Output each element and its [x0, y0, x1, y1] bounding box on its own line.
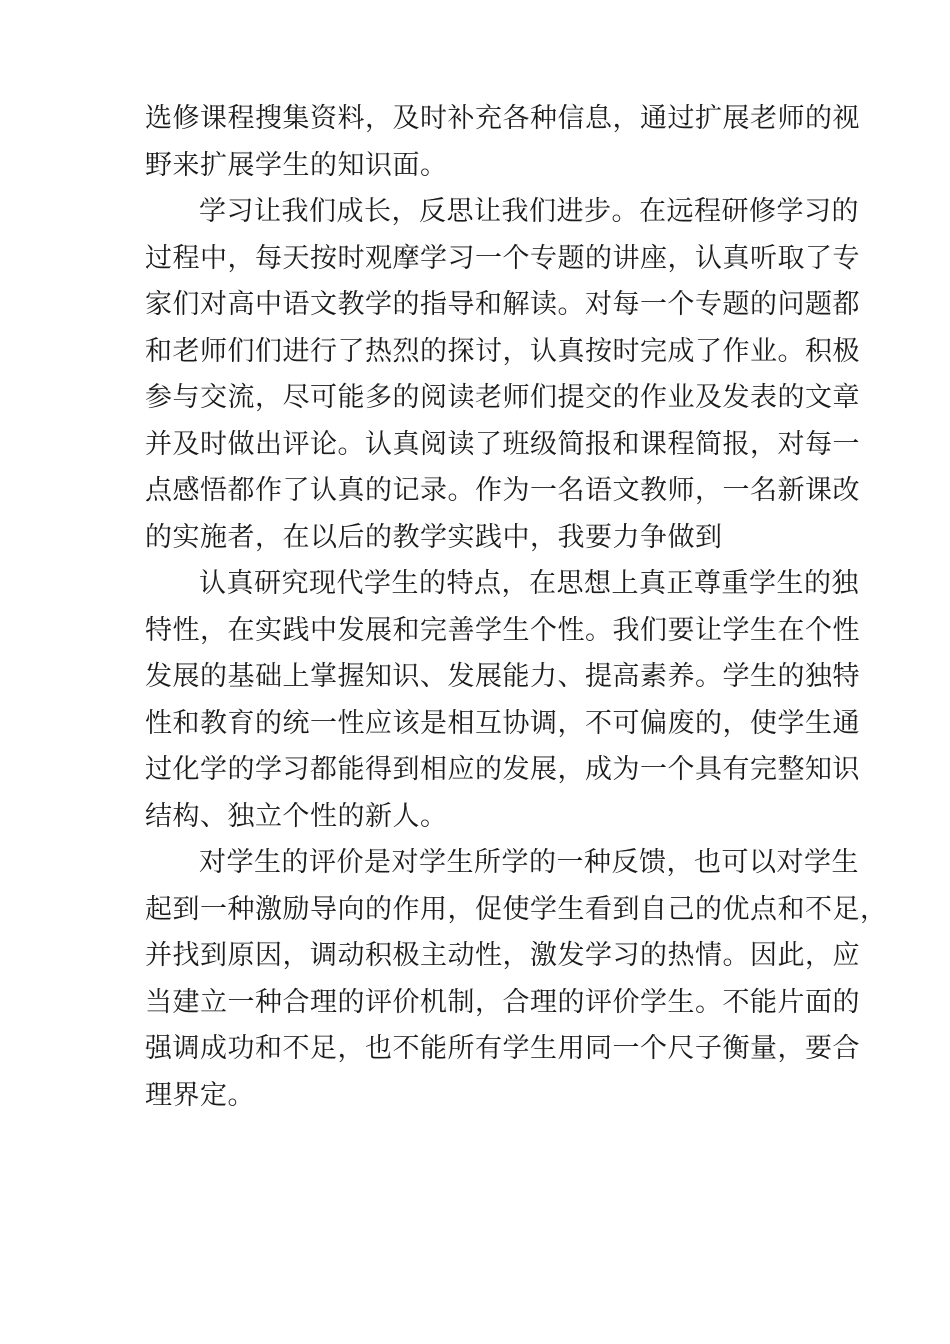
paragraph-first-line: 对学生的评价是对学生所学的一种反馈，也可以对学生	[199, 847, 859, 878]
text-line: 参与交流，尽可能多的阅读老师们提交的作业及发表的文章	[145, 382, 860, 413]
text-line: 过化学的学习都能得到相应的发展，成为一个具有完整知识	[145, 754, 860, 785]
text-line: 野来扩展学生的知识面。	[145, 149, 448, 181]
text-line: 特性，在实践中发展和完善学生个性。我们要让学生在个性	[145, 614, 860, 646]
text-line: 选修课程搜集资料，及时补充各种信息，通过扩展老师的视	[145, 103, 860, 134]
document-body	[145, 96, 888, 1119]
text-line: 的实施者，在以后的教学实践中，我要力争做到	[145, 521, 723, 553]
text-line: 发展的基础上掌握知识、发展能力、提高素养。学生的独特	[145, 661, 860, 692]
text-line: 过程中，每天按时观摩学习一个专题的讲座，认真听取了专	[145, 242, 860, 274]
text-line: 点感悟都作了认真的记录。作为一名语文教师，一名新课改	[145, 475, 860, 506]
paragraph-first-line: 认真研究现代学生的特点，在思想上真正尊重学生的独	[199, 568, 859, 599]
text-line: 家们对高中语文教学的指导和解读。对每一个专题的问题都	[145, 289, 860, 320]
text-line: 当建立一种合理的评价机制，合理的评价学生。不能片面的	[145, 986, 860, 1018]
text-line: 起到一种激励导向的作用，促使学生看到自己的优点和不足，	[145, 893, 888, 925]
text-line: 并找到原因，调动积极主动性，激发学习的热情。因此，应	[145, 940, 860, 971]
text-line: 强调成功和不足，也不能所有学生用同一个尺子衡量，要合	[145, 1033, 860, 1064]
paragraph-first-line: 学习让我们成长，反思让我们进步。在远程研修学习的	[199, 196, 859, 227]
text-line: 性和教育的统一性应该是相互协调，不可偏废的，使学生通	[145, 707, 860, 739]
text-line: 和老师们们进行了热烈的探讨，认真按时完成了作业。积极	[145, 335, 860, 367]
text-line: 结构、独立个性的新人。	[145, 800, 448, 832]
text-line: 并及时做出评论。认真阅读了班级简报和课程简报，对每一	[145, 428, 860, 460]
text-line: 理界定。	[145, 1079, 255, 1111]
